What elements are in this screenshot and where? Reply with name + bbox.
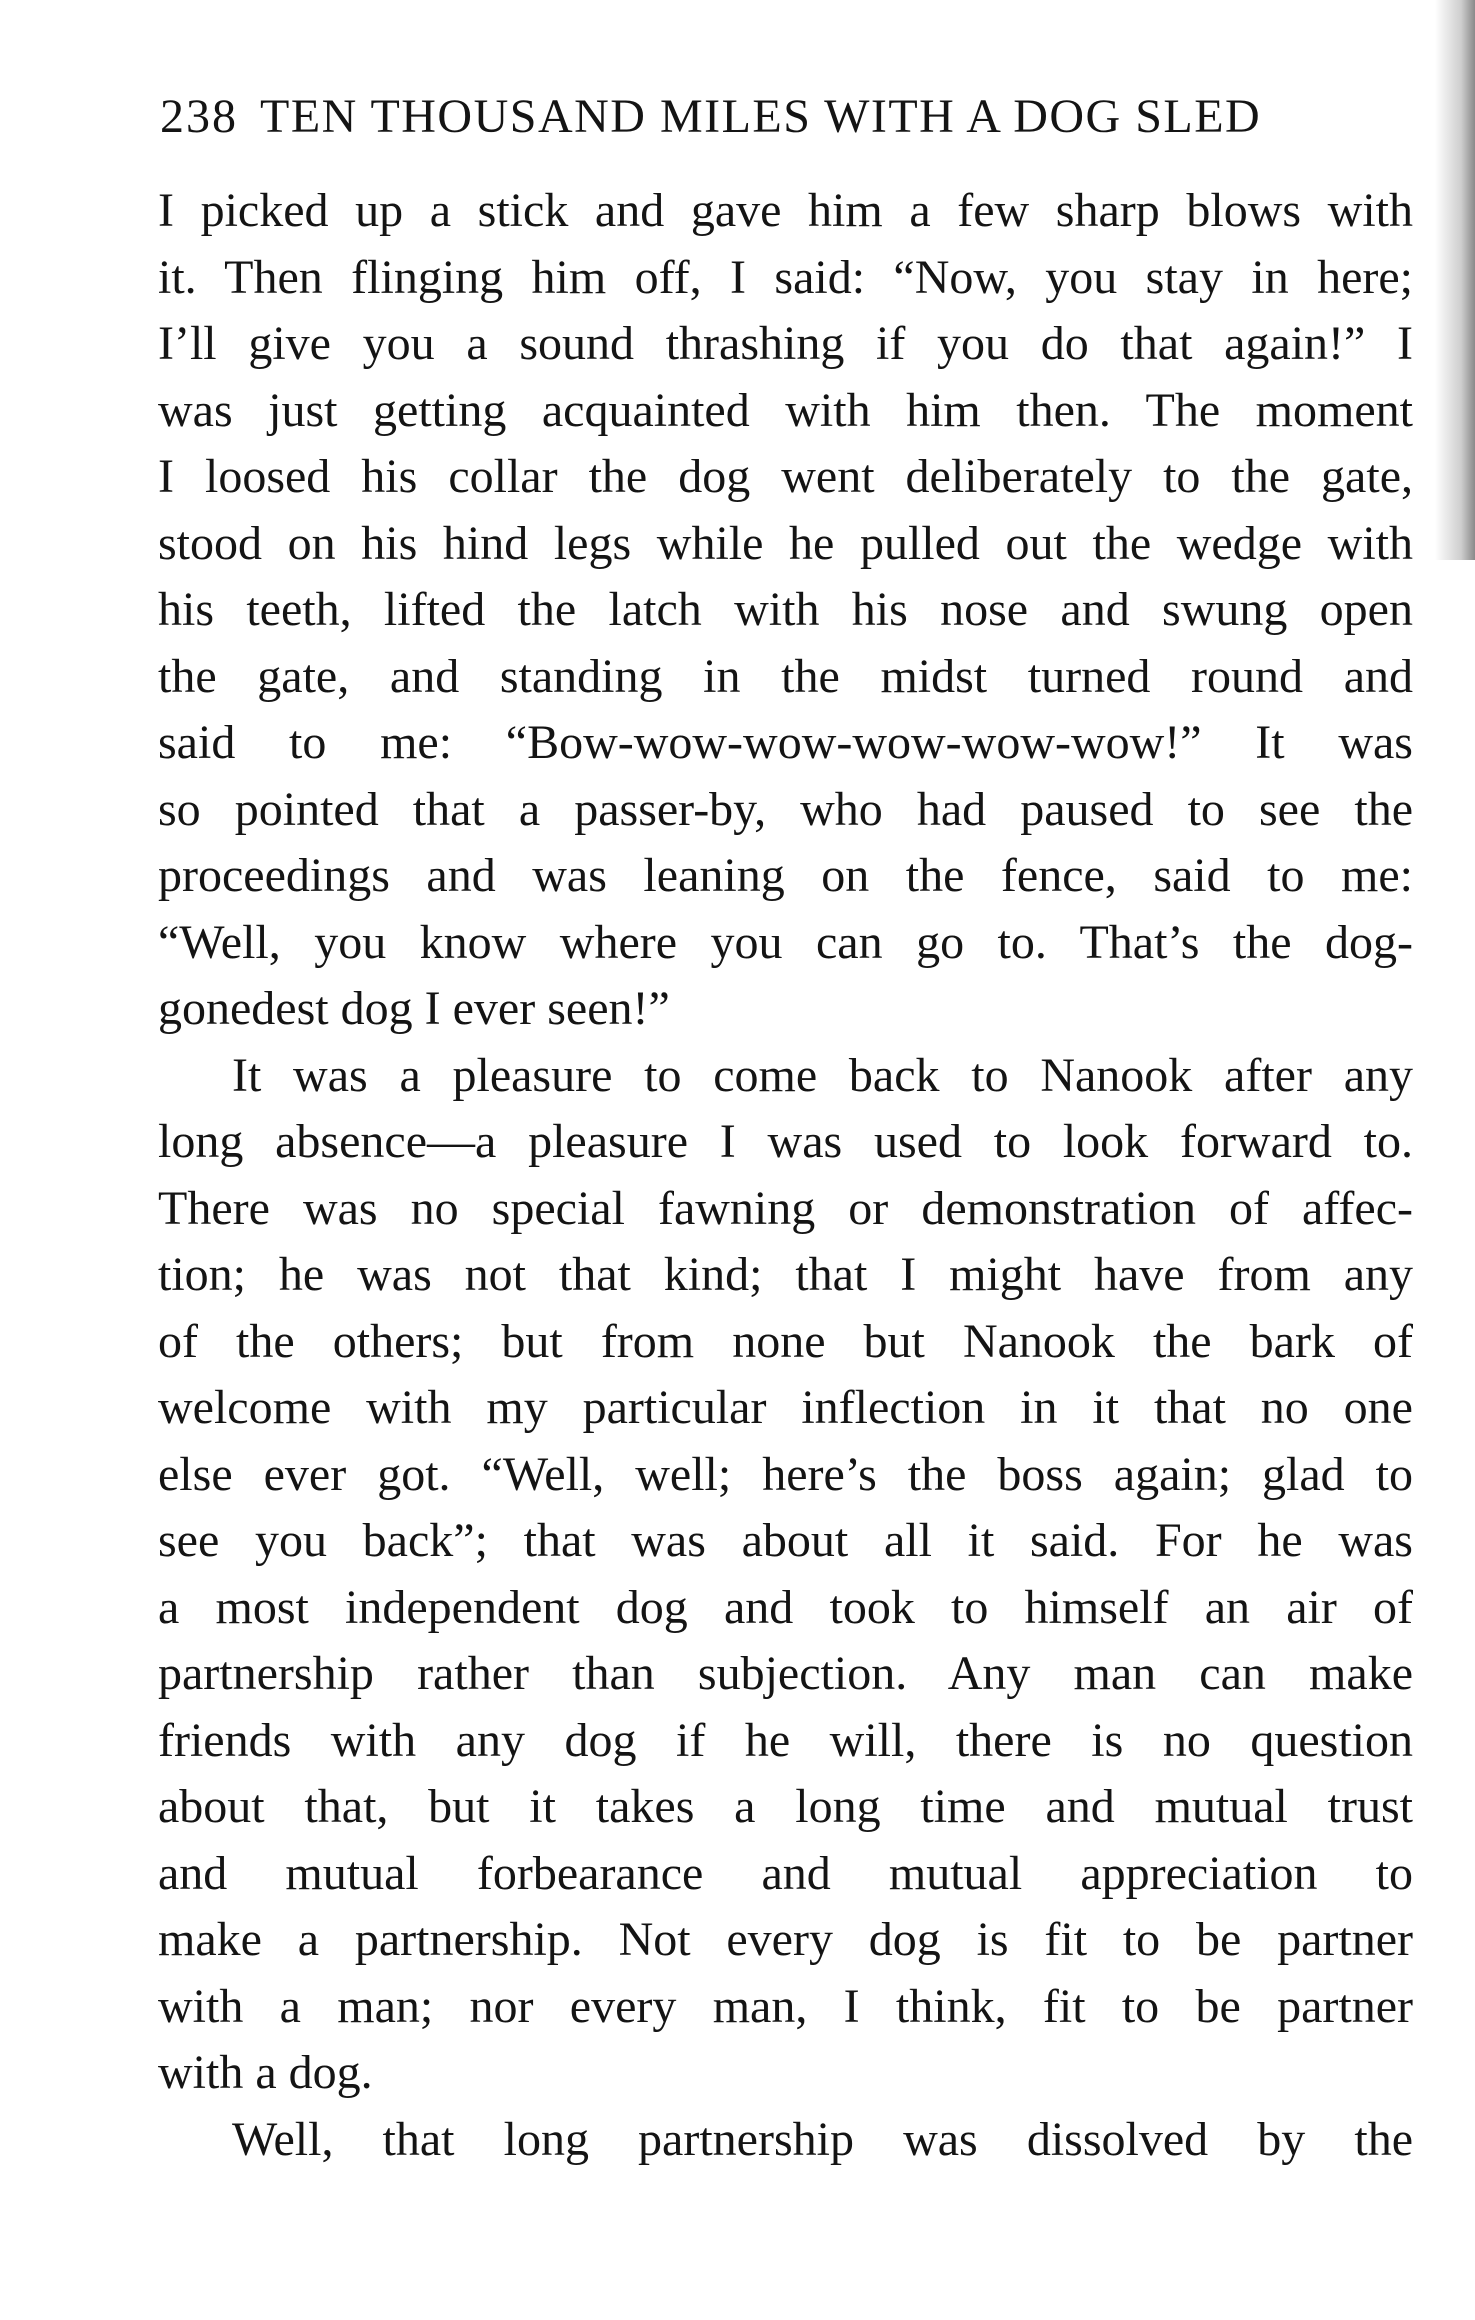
- text-line: was just getting acquainted with him then. The moment: [158, 383, 1413, 437]
- page-number: 238: [160, 90, 238, 143]
- text-line: I picked up a stick and gave him a few sharp blows with: [158, 184, 1413, 237]
- text-line: welcome with my particular inflection in it that no one: [158, 1381, 1413, 1434]
- text-line: it. Then flinging him off, I said: “Now, you stay in here;: [158, 250, 1413, 304]
- text-line: about that, but it takes a long time and mutual trust: [158, 1780, 1413, 1833]
- text-line: gonedest dog I ever seen!”: [158, 982, 670, 1035]
- text-line: long absence—a pleasure I was used to look forward to.: [158, 1115, 1413, 1168]
- text-line: a most independent dog and took to himself an air of: [158, 1580, 1413, 1634]
- body-text: [158, 178, 1413, 2173]
- paragraph-start-line: Well, that long partnership was dissolved by the: [232, 2112, 1413, 2166]
- text-line: with a man; nor every man, I think, fit to be partner: [158, 1979, 1413, 2033]
- text-line: partnership rather than subjection. Any man can make: [158, 1647, 1413, 1700]
- text-line: see you back”; that was about all it said. For he was: [158, 1514, 1413, 1567]
- text-line: stood on his hind legs while he pulled out the wedge with: [158, 516, 1413, 570]
- text-line: the gate, and standing in the midst turned round and: [158, 649, 1413, 703]
- text-line: tion; he was not that kind; that I might have from any: [158, 1248, 1413, 1301]
- text-line: I loosed his collar the dog went deliberately to the gate,: [158, 450, 1413, 503]
- scan-shadow-edge: [1415, 0, 1475, 560]
- text-line: with a dog.: [158, 2046, 373, 2099]
- text-line: said to me: “Bow-wow-wow-wow-wow-wow!” It was: [158, 716, 1413, 769]
- text-line: I’ll give you a sound thrashing if you do that again!” I: [158, 317, 1413, 370]
- text-line: friends with any dog if he will, there is no question: [158, 1713, 1413, 1767]
- text-line: make a partnership. Not every dog is fit to be partner: [158, 1913, 1413, 1966]
- text-line: “Well, you know where you can go to. That’s the dog-: [158, 915, 1413, 969]
- text-line: There was no special fawning or demonstration of affec-: [158, 1181, 1413, 1235]
- text-line: so pointed that a passer-by, who had paused to see the: [158, 782, 1413, 836]
- running-head: [160, 82, 1375, 152]
- running-title: TEN THOUSAND MILES WITH A DOG SLED: [260, 90, 1262, 143]
- text-line: else ever got. “Well, well; here’s the boss again; glad to: [158, 1447, 1413, 1501]
- paragraph-start-line: It was a pleasure to come back to Nanook after any: [232, 1048, 1413, 1102]
- text-line: proceedings and was leaning on the fence, said to me:: [158, 849, 1413, 902]
- text-line: and mutual forbearance and mutual appreciation to: [158, 1846, 1413, 1900]
- text-line: of the others; but from none but Nanook the bark of: [158, 1314, 1413, 1368]
- text-line: his teeth, lifted the latch with his nose and swung open: [158, 583, 1413, 636]
